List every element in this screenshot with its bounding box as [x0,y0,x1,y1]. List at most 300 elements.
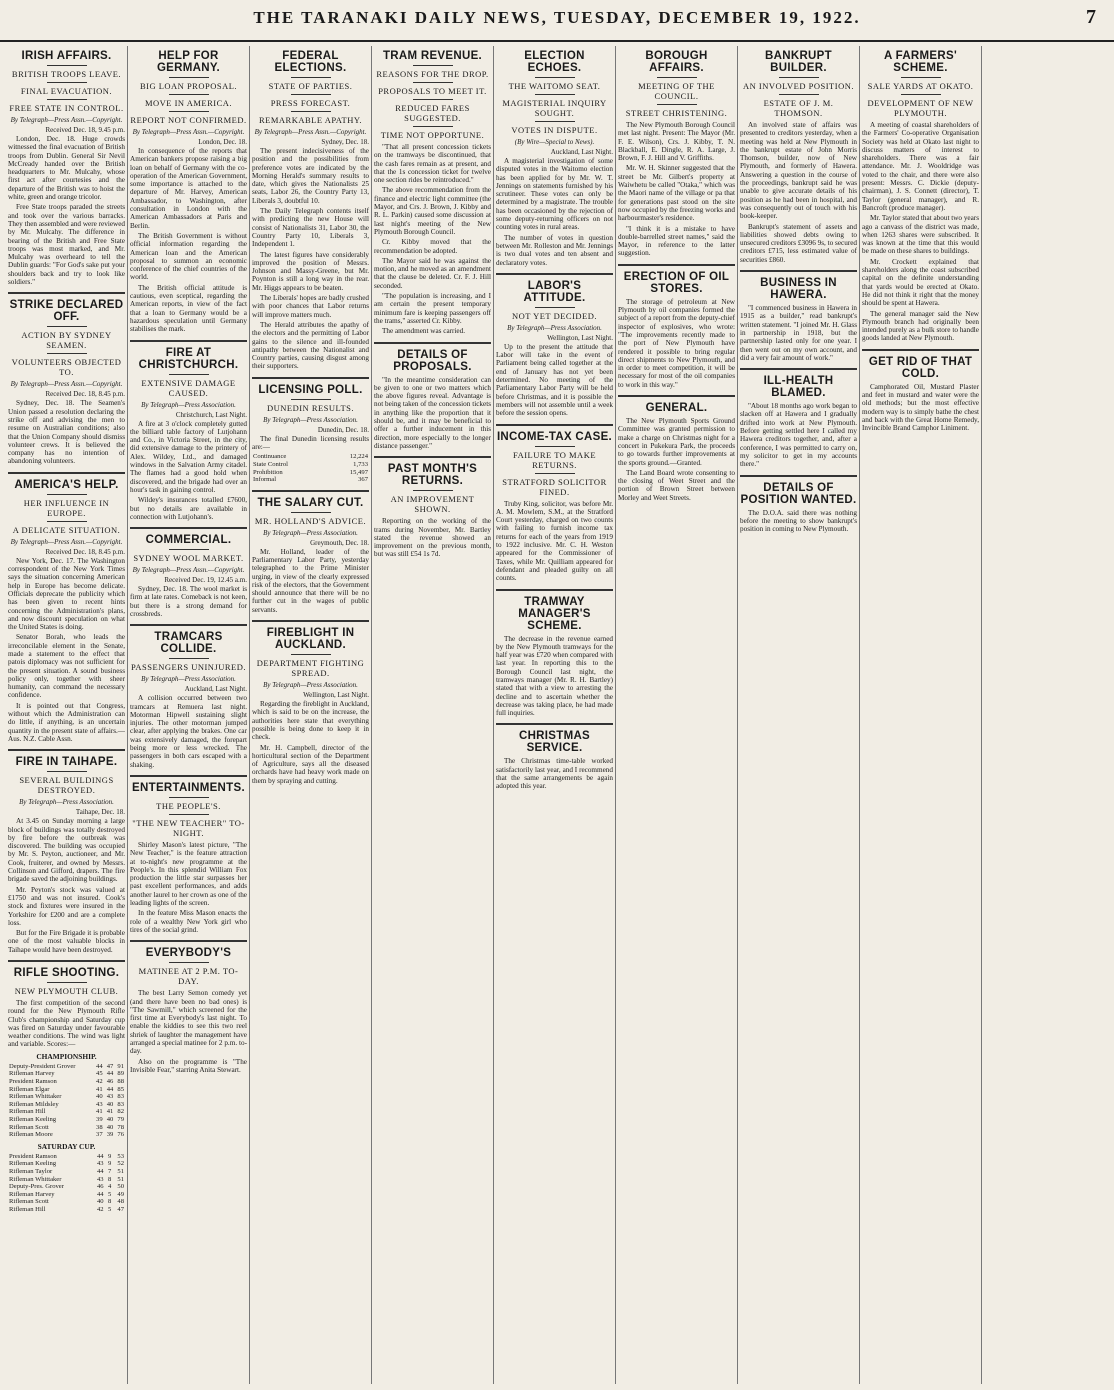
article-byline: By Telegraph—Press Assn.—Copyright. [10,537,123,546]
subhead-rule [291,399,331,400]
article-divider [740,270,857,272]
article-body [862,121,979,343]
table-row [252,469,369,477]
table-cell: Rifleman Mildsley [9,1100,59,1108]
table-cell: Continuance [253,453,287,461]
table-row [8,1191,125,1199]
table-cell: 9 [108,1152,112,1160]
article-subhead: VOLUNTEERS OBJECTED TO. [11,357,122,378]
subhead-rule [47,494,87,495]
paragraph: "About 18 months ago work began to slacken off at Hawera and I gradually drifted into work at New Plymouth. Before getting settled here I called my Hawera creditors together, and, after a conference, I was permitted to carry on, my solicitor to get in my accounts there." [740,402,857,469]
article-headline: AMERICA'S HELP. [14,478,119,491]
article-headline: DETAILS OF POSITION WANTED. [740,481,857,506]
article-subhead: STREET CHRISTENING. [625,108,728,118]
paragraph: London, Dec. 18. Huge crowds witnessed the final evacuation of British troops from Dublin. General Sir Nevil McCready handed over the British headquarters to Mr. Mulcahy, whose first act after courtesies and the departure of the British was to hoist the white, green and orange tricolor. [8,135,125,202]
subhead-rule [413,65,453,66]
article-headline: DETAILS OF PROPOSALS. [393,348,472,373]
column-9 [982,46,1104,1384]
table-title: CHAMPIONSHIP. [36,1051,97,1061]
table-cell: 50 [117,1183,124,1191]
table-cell: State Control [253,460,288,468]
article-body [130,585,247,618]
article-subhead: STATE OF PARTIES. [268,81,353,91]
newspaper-columns [6,46,1106,1384]
article-dateline: Sydney, Dec. 18. [321,138,369,146]
table-cell: Informal [253,476,277,484]
table-cell: Deputy-President Grover [9,1062,76,1070]
article-headline: TRAM REVENUE. [382,50,483,62]
article-headline: BUSINESS IN HAWERA. [760,277,837,302]
article-subhead: AN INVOLVED POSITION. [742,81,854,91]
article [496,589,613,718]
results-table [8,1063,125,1139]
article-subhead: BIG LOAN PROPOSAL. [139,81,238,91]
article-dateline: London, Dec. 18. [198,138,247,146]
paragraph: The Land Board wrote consenting to the closing of Weet Street and the portion of Brown Street between Morley and Weet Streets. [618,468,735,502]
paragraph: The storage of petroleum at New Plymouth by oil companies formed the subject of a report from the deputy-chief inspector of explosives, who wrote: "The improvements recently made to the port of New Plymouth have rendered it possible to bring regular direct shipments to New Plymouth, and in order to meet competition, it will be necessary for most of the oil companies to work in this way." [618,297,735,389]
paragraph: Mr. H. Campbell, director of the horticultural section of the Department of Agriculture, says all the diseased orchards have had heavy work made on them by spraying and cutting. [252,743,369,785]
article-subhead: HER INFLUENCE IN EUROPE. [23,497,110,518]
newspaper-title: THE TARANAKI DAILY NEWS, TUESDAY, DECEMBER 19, 1922. [253,8,861,27]
masthead [0,0,1114,42]
article [740,368,857,468]
table-row [8,1206,125,1214]
article-headline: ENTERTAINMENTS. [132,781,245,794]
paragraph: The Herald attributes the apathy of the electors and the permitting of Labor gains to the silence and ill-founded antipathy between the Nationalist and Country parties, causing disgust among their supporters. [252,320,369,371]
paragraph: The British official attitude is cautious, even sceptical, regarding the American reports, in view of the fact that a loan to Germany would be a hazardous speculation until Germany stabilises the mark. [130,283,247,334]
article-dateline: Wellington, Last Night. [303,691,369,700]
article-body [252,435,369,452]
article [252,620,369,785]
table-cell: Rifleman Taylor [9,1167,53,1175]
table-row [252,476,369,484]
table-cell: President Ramson [9,1152,57,1160]
article-divider [496,589,613,591]
paragraph: Regarding the fireblight in Auckland, which is said to be on the increase, the authorities here state that everything possible is being done to keep it in check. [252,700,369,742]
subhead-rule [47,521,87,522]
article-dateline: Taihape, Dec. 18. [75,808,125,817]
paragraph: Mr. W. H. Skinner suggested that the street be Mr. Gilbert's property at Waiwhetu be called "Otaka," which was the Maori name of the village or pa that for generations past stood on the site now occupied by the freezing works and harbourmaster's residence. [618,164,735,223]
subhead-rule [291,111,331,112]
article-body [252,147,369,371]
table-cell: 40 [106,1115,114,1123]
article-subhead: ESTATE OF J. M. THOMSON. [763,98,834,118]
table-cell: 39 [106,1131,114,1139]
table-cell: 83 [117,1100,124,1108]
article-divider [496,424,613,426]
article [130,527,247,618]
paragraph: Senator Borah, who leads the irreconcilable element in the Senate, made a statement to the effect that patois diplomacy was not sufficient for the present situation. A sound business policy only, together with sheer humanity, can command the necessary confidence. [8,633,125,700]
article-body [374,376,491,451]
article-divider [130,527,247,529]
article-dateline: Received Dec. 18, 8.45 p.m. [45,547,125,556]
paragraph: But for the Fire Brigade it is probable one of the most valuable blocks in Taihape would have been destroyed. [8,929,125,954]
article-body [8,557,125,744]
article [862,349,979,433]
article [8,749,125,954]
subhead-rule [535,121,575,122]
table-row [252,461,369,469]
table-cell: 37 [96,1131,103,1139]
article [496,50,613,267]
table-row [8,1078,125,1086]
subhead-rule [413,82,453,83]
table-row [252,453,369,461]
table-cell: 41 [96,1108,103,1116]
article-body [618,121,735,258]
paragraph: A meeting of coastal shareholders of the Farmers' Co-operative Organisation Society was held at Okato last night to discuss matters of interest to shareholders. There was a fair attendance. Mr. J. Wooldridge was voted to the chair, and there were also present: Messrs. C. Dickie (deputy-chairman), J. S. Connett (director), T. Taylor (general manager), and R. Bancroft (produce manager). [862,121,979,212]
paragraph: Also on the programme is "The Invisible Fear," starring Anita Stewart. [130,1057,247,1074]
subhead-rule [169,94,209,95]
table-cell: 44 [96,1062,103,1070]
subhead-rule [413,99,453,100]
table-row [8,1086,125,1094]
article-body [130,989,247,1074]
subhead-rule [169,658,209,659]
article-dateline: Christchurch, Last Night. [175,410,247,419]
article-headline: FIREBLIGHT IN AUCKLAND. [266,627,355,652]
paragraph: Truby King, solicitor, was before Mr. A. M. Mowlem, S.M., at the Stratford Court yesterday, charged on two counts with failing to furnish income tax returns for each of the years from 1919 to 1922 inclusive. Mr. C. H. Weston appeared for the Commissioner of Taxes, while Mr. Quilliam appeared for defendant and pleaded guilty on all counts. [496,499,613,583]
article-divider [740,368,857,370]
article-divider [496,723,613,725]
article-divider [496,273,613,275]
article-subhead: MR. HOLLAND'S ADVICE. [254,515,367,526]
article-headline: LABOR'S ATTITUDE. [523,279,586,304]
table-cell: 41 [96,1085,103,1093]
table-cell: 43 [106,1093,114,1101]
article-body [496,500,613,583]
subhead-rule [291,512,331,513]
page-number: 7 [1086,6,1096,28]
article [252,490,369,614]
paragraph: Mr. Peyton's stock was valued at £1750 and was not insured. Cook's stock and fixtures were insured in the Yorkshire for £200 and are a complete loss. [8,885,125,927]
article-body [8,399,125,465]
article-body [8,817,125,954]
article-divider [374,456,491,458]
article-divider [8,472,125,474]
paragraph: The Mayor said he was against the motion, and he moved as an amendment that the clause be deleted. Cr. F. J. Hill seconded. [374,256,491,290]
table-cell: 44 [96,1152,104,1160]
article-headline: THE SALARY CUT. [257,496,364,509]
article-byline: By Telegraph—Press Association. [263,528,358,537]
table-cell: 79 [117,1115,124,1123]
column-1 [6,46,128,1384]
article-headline: EVERYBODY'S [145,947,232,960]
article [740,270,857,362]
paragraph: The Liberals' hopes are badly crushed with poor chances that Labor returns will improve matters much. [252,294,369,319]
article-subhead: AN IMPROVEMENT SHOWN. [390,494,475,515]
paragraph: The general manager said the New Plymouth branch had originally been intended purely as a bulk store to handle goods landed at New Plymouth. [862,309,979,343]
paragraph: "I think it is a mistake to have double-barrelled street names," said the Mayor, in reference to the latter suggestion. [618,224,735,258]
table-cell: 82 [117,1108,124,1116]
article-body [252,700,369,785]
article-byline: By Telegraph—Press Association. [141,400,236,409]
table-cell: 5 [108,1205,112,1213]
table-row [8,1116,125,1124]
article-headline: STRIKE DECLARED OFF. [9,299,124,324]
article-subhead: DUNEDIN RESULTS. [266,402,355,413]
paragraph: The final Dunedin licensing results are:— [252,434,369,452]
table-cell: 8 [108,1198,112,1206]
paragraph: In consequence of the reports that American bankers propose raising a big loan on behalf of Germany with the co-operation of the American Government, some importance is attached to the departure of Mr. Harvey, American Ambassador, to Washington, after consultation in London with the American Ambassadors at Paris and Berlin. [130,147,247,230]
article-divider [8,292,125,294]
article-divider [130,340,247,342]
article [130,775,247,934]
article [496,273,613,418]
column-8 [860,46,982,1384]
article-headline: CHRISTMAS SERVICE. [518,730,591,755]
article-headline: INCOME-TAX CASE. [496,430,613,443]
paragraph: New York, Dec. 17. The Washington correspondent of the New York Times says the situation concerning American help in Europe has become delicate. Officials deprecate the publicity which has been given to recent hints concerning the Administration's plans, and now discount speculation on what the United States is doing. [8,556,125,632]
article-body [618,417,735,502]
paragraph: Free State troops paraded the streets and took over the various barracks. They then assembled and were reviewed by Mr. Mulcahy. The difference in bearing of the British and Free State troops was most marked, and Mr. Mulcahy was overheard to tell the Dublin guards: "For God's sake put your shoulders back and try to look like soldiers." [8,203,125,287]
subhead-rule [413,126,453,127]
column-6 [616,46,738,1384]
article [8,472,125,744]
article-subhead: MAGISTERIAL INQUIRY SOUGHT. [502,98,607,118]
article-headline: ERECTION OF OIL STORES. [623,270,730,295]
article-dateline: Auckland, Last Night. [550,148,613,156]
article [740,475,857,534]
article-byline: By Telegraph—Press Association. [263,681,358,690]
article [252,50,369,371]
table-cell: Rifleman Harvey [9,1070,55,1078]
table-cell: 38 [96,1123,103,1131]
article-body [740,402,857,468]
table-cell: 40 [96,1093,103,1101]
table-cell: 4 [108,1183,112,1191]
table-cell: 88 [117,1077,124,1085]
article-byline: By Telegraph—Press Assn.—Copyright. [132,566,245,575]
table-cell: 83 [117,1093,124,1101]
article [8,292,125,465]
article-body [130,147,247,334]
article-dateline: Wellington, Last Night. [547,333,613,342]
article [496,723,613,790]
subhead-rule [169,962,209,963]
subhead-rule [169,77,209,78]
table-cell: 44 [96,1167,104,1175]
article [740,50,857,264]
paragraph: An involved state of affairs was presented to creditors yesterday, when a meeting was held at New Plymouth in the bankrupt estate of John Morris Thomson, builder, now of New Plymouth, and formerly of Hawera. Answering a question in the course of the proceedings, bankrupt said he was unable to give accurate details of his position as he had been in hospital, and was consequently out of touch with his book-keeper. [740,121,857,221]
subhead-rule [535,77,575,78]
table-cell: 41 [106,1108,114,1116]
article-subhead: SEVERAL BUILDINGS DESTROYED. [19,775,114,796]
article-subhead: STRATFORD SOLICITOR FINED. [502,476,607,497]
subhead-rule [47,982,87,983]
table-row [8,1101,125,1109]
table-cell: 48 [117,1198,124,1206]
article [618,50,735,258]
subhead-rule [779,94,819,95]
table-cell: 46 [96,1183,104,1191]
paragraph: Sydney, Dec. 18. The wool market is firm at late rates. Comeback is not keen, but there is a strong demand for crossbreds. [130,585,247,618]
paragraph: The Daily Telegraph contents itself with predicting the new House will consist of Nationalists 31, Labor 30, the Country Party 10, Liberals 3, Independent 1. [252,207,369,249]
table-cell: 45 [96,1070,103,1078]
paragraph: "The population is increasing, and I am certain the present temporary minimum fare is keeping passengers off the trams," asserted Cr. Kibby. [374,292,491,325]
table-cell: 76 [117,1131,124,1139]
paragraph: At 3.45 on Sunday morning a large block of buildings was totally destroyed by fire before the outbreak was discovered. The building was occupied by Mr. S. Peyton, auctioneer, and Mr. Cook, fruiterer, and owned by Messrs. Collinson and Gifford, drapers. The fire brigade saved the adjoining buildings. [8,817,125,884]
article [618,395,735,502]
article-divider [8,749,125,751]
table-cell: 43 [96,1160,104,1168]
article-headline: HELP FOR GERMANY. [156,50,221,74]
article-headline: BANKRUPT BUILDER. [765,50,832,74]
article-dateline: Greymouth, Dec. 18. [310,538,369,547]
results-table [8,1153,125,1214]
article-body [130,694,247,769]
table-cell: 46 [106,1077,114,1085]
column-2 [128,46,250,1384]
article-headline: FIRE AT CHRISTCHURCH. [138,346,239,371]
article-body [740,509,857,534]
article-dateline: Received Dec. 18, 9.45 p.m. [45,126,125,134]
subhead-rule [47,65,87,66]
article-body [618,298,735,389]
table-cell: 52 [117,1160,124,1168]
article-headline: COMMERCIAL. [145,534,232,547]
article-byline: By Telegraph—Press Assn.—Copyright. [254,128,367,136]
paragraph: The number of votes in question between Mr. Rolleston and Mr. Jennings is two dual votes and ten absent and declaratory votes. [496,233,613,267]
table-cell: Rifleman Whittaker [9,1093,62,1101]
table-cell: 47 [117,1205,124,1213]
article-subhead: SYDNEY WOOL MARKET. [133,553,244,564]
article-divider [862,349,979,351]
article-headline: GENERAL. [645,402,708,415]
article-body [496,157,613,267]
table-cell: 42 [96,1205,104,1213]
article-body [496,343,613,418]
article-dateline: Auckland, Last Night. [184,685,247,694]
table-row [8,1124,125,1132]
article-body [496,757,613,790]
article-subhead: MATINEE AT 2 P.M. TO-DAY. [138,966,239,987]
table-row [8,1168,125,1176]
article-byline: By Telegraph—Press Association. [263,415,358,424]
paragraph: The first competition of the second round for the New Plymouth Rifle Club's championship and Saturday cup was fired on Saturday under favourable weather conditions. The wind was light and variable. Scores:— [8,999,125,1049]
paragraph: The New Plymouth Sports Ground Committee was granted permission to make a charge on Christmas night for a concert in Pukekura Park, the proceeds to go towards further improvements at the sports ground.—Granted. [618,417,735,467]
table-cell: Rifleman Whittaker [9,1175,62,1183]
subhead-rule [169,814,209,815]
subhead-rule [47,326,87,327]
column-5 [494,46,616,1384]
article-divider [252,490,369,492]
subhead-rule [47,82,87,83]
article-subhead: PRESS FORECAST. [270,98,351,108]
table-row [8,1160,125,1168]
article-subhead: NOT YET DECIDED. [511,310,598,321]
paragraph: Mr. Taylor stated that about two years ago a canvass of the district was made, when 1263 shares were subscribed. It was known at the time that this would be made on these shares to buildings. [862,214,979,256]
article [130,340,247,522]
column-3 [250,46,372,1384]
table-cell: Rifleman Harvey [9,1190,55,1198]
article-body [8,999,125,1049]
paragraph: The present indecisiveness of the position and the possibilities from preference votes are indicated by the Morning Herald's summary results to date, which gives the Nationalists 25 seats, Labor 26, the Country Party 13, Liberals 3, doubtful 10. [252,147,369,205]
subhead-rule [291,654,331,655]
table-row [8,1093,125,1101]
article-divider [252,377,369,379]
article-byline: By Telegraph—Press Association. [507,323,602,332]
article-byline: By Telegraph—Press Association. [141,675,236,684]
article [374,456,491,558]
article-subhead: THE PEOPLE'S. [156,800,221,811]
article-headline: TRAMCARS COLLIDE. [154,631,223,656]
article-subhead: BRITISH TROOPS LEAVE. [11,69,122,79]
table-cell: 43 [96,1100,103,1108]
article [8,50,125,286]
table-cell: Rifleman Scott [9,1198,49,1206]
paragraph: Reporting on the working of the trams during November, Mr. Bartley stated the revenue showed an improvement on the previous month, but was still £54 1s 7d. [374,517,491,559]
article-dateline: Received Dec. 19, 12.45 a.m. [164,576,247,585]
article-byline: (By Wire—Special to News). [514,138,595,146]
paragraph: Cr. Kibby moved that the recommendation be adopted. [374,238,491,255]
table-cell: 9 [108,1160,112,1168]
table-row [8,1183,125,1191]
article-dateline: Received Dec. 18, 8.45 p.m. [45,390,125,399]
table-row [8,1108,125,1116]
paragraph: The decrease in the revenue earned by the New Plymouth tramways for the half year was £720 when compared with last year. In reporting this to the Borough Council last night, the tramways manager (Mr. R. H. Bartley) stated that with a view to arresting the decline and to ascertain whether the decrease was taking place, he had made full inquiries. [496,634,613,718]
article-subhead: PASSENGERS UNINJURED. [130,662,247,673]
article [252,377,369,484]
article [374,342,491,451]
paragraph: The New Plymouth Borough Council met last night. Present: The Mayor (Mr. F. E. Wilson), Crs. J. Kibby, T. N. Blackball, E. Dingle, R. A. Large, J. Brown, F. J. Hill and V. Griffiths. [618,121,735,163]
paragraph: Mr. Crockett explained that shareholders along the coast subscribed capital on the definite understanding that yards would be erected at Okato. He did not think it right that the money should be spent at Hawera. [862,257,979,308]
results-table [252,453,369,483]
article-byline: By Telegraph—Press Assn.—Copyright. [132,128,245,136]
article [374,50,491,336]
article-subhead: ACTION BY SYDNEY SEAMEN. [21,330,112,351]
paragraph: "I commenced business in Hawera in 1915 as a builder," read bankrupt's written statement. "I joined Mr. H. Glass in partnership in 1918, but the partnership lasted only for one year. I then went out on my own account, and did a very fair amount of work." [740,304,857,362]
article-body [740,121,857,264]
subhead-rule [535,446,575,447]
paragraph: The British Government is without official information regarding the American loan and the American proposal to summon an economic conference of the chief countries of the world. [130,231,247,282]
table-cell: Rifleman Moore [9,1131,53,1139]
article-byline: By Telegraph—Press Association. [19,798,114,807]
article-subhead: REMARKABLE APATHY. [259,115,362,125]
subhead-rule [657,104,697,105]
article-body [130,420,247,522]
table-cell: 85 [117,1085,124,1093]
paragraph: The best Larry Semon comedy yet (and there have been no bad ones) is "The Sawmill," which screened for the first time at Everybody's last night. To enable the kiddies to see this two reel shriek of laughter the management have arranged a special matinee for 2 p.m. to-day. [130,989,247,1056]
table-cell: 42 [96,1077,103,1085]
article-divider [740,475,857,477]
article [618,264,735,389]
table-title: SATURDAY CUP. [37,1141,96,1151]
table-cell: Rifleman Hill [9,1108,46,1116]
paragraph: The Christmas time-table worked satisfactorily last year, and I recommend that the same arrangements be again adopted this year. [496,757,613,791]
table-cell: 47 [106,1062,114,1070]
table-cell: 1,733 [353,460,368,468]
article-subhead: THE WAITOMO SEAT. [508,81,601,91]
article-body [8,135,125,286]
article-subhead: REASONS FOR THE DROP. [376,69,489,79]
subhead-rule [169,111,209,112]
article-subhead: MOVE IN AMERICA. [144,98,233,108]
table-cell: Rifleman Elgar [9,1085,50,1093]
article [130,624,247,769]
article-headline: ILL-HEALTH BLAMED. [763,375,834,400]
article-byline: By Telegraph—Press Assn.—Copyright. [10,380,123,389]
table-cell: 12,224 [349,453,368,461]
article-divider [8,960,125,962]
article-divider [130,775,247,777]
subhead-rule [535,307,575,308]
article-subhead: MEETING OF THE COUNCIL. [638,81,715,101]
column-7 [738,46,860,1384]
paragraph: The above recommendation from the finance and electric light committee (the Mayor, and Crs. J. Brown, J. Kibby and R. L. Parkin) caused some discussion at last night's meeting of the New Plymouth Borough Council. [374,186,491,236]
table-cell: 367 [358,476,368,484]
table-cell: 5 [108,1190,112,1198]
